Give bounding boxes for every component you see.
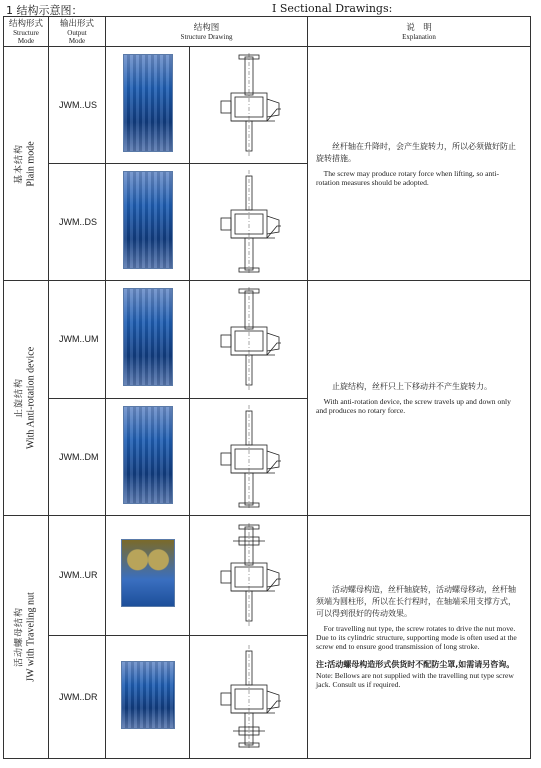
- header-structure-drawing: 结构图 Structure Drawing: [106, 17, 308, 47]
- mode-label-en: With Anti-rotation device: [25, 346, 37, 450]
- mode-label-en: Plain mode: [25, 141, 37, 187]
- product-photo-cell: [106, 47, 190, 164]
- header-output-mode: 输出形式 Output Mode: [49, 17, 106, 47]
- output-mode-cell: JWM..US: [49, 47, 106, 164]
- screw-jack-photo: [123, 288, 173, 386]
- mode-traveling-nut: [4, 515, 49, 758]
- screw-jack-photo: [123, 54, 173, 152]
- screw-jack-photo: [123, 171, 173, 269]
- mode-anti-rotation: [4, 281, 49, 515]
- traveling-nut-jack-photo: [121, 539, 175, 607]
- structure-drawing-cell: [190, 398, 308, 515]
- output-mode-cell: JWM..UR: [49, 515, 106, 635]
- table-row: [4, 515, 531, 635]
- title-english: I Sectional Drawings:: [272, 2, 393, 15]
- flange-left: [221, 453, 231, 465]
- explanation-traveling-nut: [308, 515, 531, 758]
- flange-left: [221, 101, 231, 113]
- screw-jack-photo: [123, 406, 173, 504]
- output-mode-cell: JWM..DM: [49, 398, 106, 515]
- sectional-drawing: [209, 287, 289, 391]
- flange-left: [221, 693, 231, 705]
- mode-plain: [4, 47, 49, 281]
- traveling-nut-jack-photo: [121, 661, 175, 729]
- product-photo-cell: [106, 515, 190, 635]
- explanation-cn: 活动螺母构造，丝杆轴旋转，活动螺母移动，丝杆轴须端为圆柱形，所以在长行程时，在轴端采用支撑方式，可以得到很好的传动效果。: [316, 585, 516, 619]
- sectional-drawings-table: [3, 16, 531, 759]
- output-mode-cell: JWM..UM: [49, 281, 106, 398]
- mode-label-cn: 活动螺母结构: [14, 606, 25, 667]
- sectional-drawing: [209, 405, 289, 509]
- sectional-drawing: [209, 523, 289, 627]
- explanation-en: For travelling nut type, the screw rotates to drive the nut move. Due to its cylindric structure, supporting mode is often used at the screw end to ensure good transmission of long stroke.: [316, 624, 517, 652]
- flange-left: [221, 218, 231, 230]
- header-explanation: 说 明 Explanation: [308, 17, 531, 47]
- note-en: Note: Bellows are not supplied with the travelling nut type screw jack. Consult us if required.: [316, 671, 514, 690]
- header-structure-mode: 结构形式 Structure Mode: [4, 17, 49, 47]
- explanation-cn: 止旋结构，丝杆只上下移动并不产生旋转力。: [332, 382, 492, 391]
- structure-drawing-cell: [190, 47, 308, 164]
- sectional-drawing: [209, 53, 289, 157]
- product-photo-cell: [106, 281, 190, 398]
- output-mode-cell: JWM..DR: [49, 635, 106, 758]
- structure-drawing-cell: [190, 635, 308, 758]
- flange-left: [221, 335, 231, 347]
- table-row: [4, 281, 531, 398]
- structure-drawing-cell: [190, 164, 308, 281]
- flange-left: [221, 571, 231, 583]
- structure-drawing-cell: [190, 515, 308, 635]
- sectional-drawing: [209, 645, 289, 749]
- table-row: [4, 47, 531, 164]
- explanation-en: With anti-rotation device, the screw travels up and down only and produces no rotary force.: [316, 397, 511, 415]
- structure-drawing-cell: [190, 281, 308, 398]
- output-mode-cell: JWM..DS: [49, 164, 106, 281]
- mode-label-en: JW with Traveling nut: [25, 592, 37, 682]
- sectional-drawing: [209, 170, 289, 274]
- mode-label-cn: 基本结构: [14, 143, 25, 184]
- title-chinese: 1 结构示意图：: [6, 4, 83, 17]
- explanation-anti-rotation: [308, 281, 531, 515]
- mode-label-cn: 止旋结构: [14, 377, 25, 419]
- product-photo-cell: [106, 398, 190, 515]
- header-row: [4, 17, 531, 47]
- note-cn: 注:活动螺母构造形式供货时不配防尘罩,如需请另咨询。: [316, 660, 515, 670]
- explanation-plain: [308, 47, 531, 281]
- explanation-cn: 丝杆轴在升降时，会产生旋转力，所以必须做好防止旋转措施。: [316, 141, 516, 163]
- product-photo-cell: [106, 635, 190, 758]
- product-photo-cell: [106, 164, 190, 281]
- explanation-en: The screw may produce rotary force when lifting, so anti-rotation measures should be adopted.: [316, 168, 500, 187]
